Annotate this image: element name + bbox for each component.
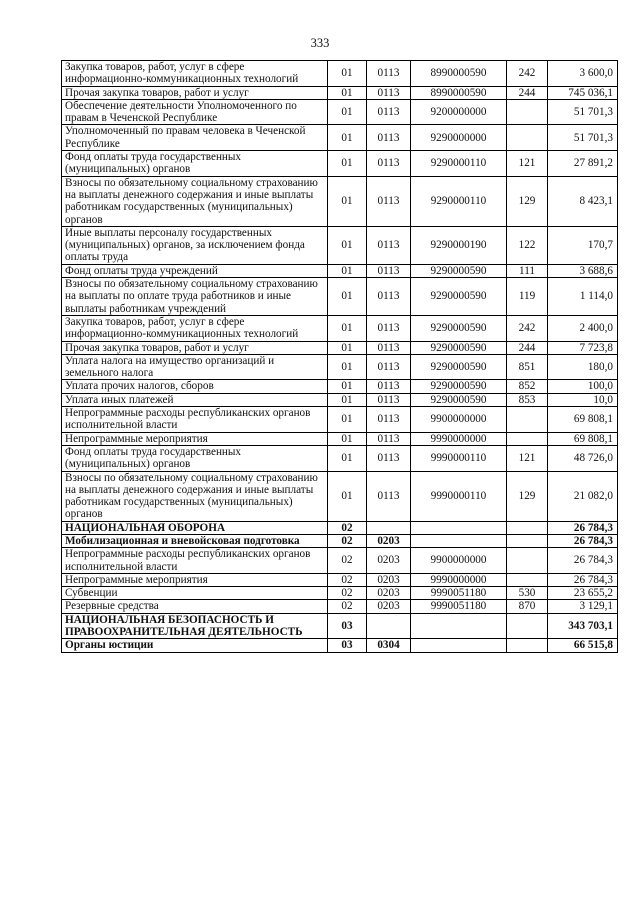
section-code: 01 (328, 393, 367, 406)
target-article-code: 9990000000 (411, 573, 507, 586)
expense-type-code: 244 (507, 86, 548, 99)
expense-name: Субвенции (62, 587, 328, 600)
subsection-code: 0113 (367, 341, 411, 354)
target-article-code: 9990051180 (411, 600, 507, 613)
expense-type-code (507, 521, 548, 534)
amount: 26 784,3 (548, 548, 618, 574)
expense-name: Прочая закупка товаров, работ и услуг (62, 86, 328, 99)
expense-type-code: 119 (507, 278, 548, 316)
expense-type-code (507, 639, 548, 652)
expense-type-code: 129 (507, 471, 548, 521)
amount: 51 701,3 (548, 125, 618, 151)
amount: 8 423,1 (548, 176, 618, 226)
target-article-code: 9290000590 (411, 278, 507, 316)
target-article-code: 9200000000 (411, 99, 507, 125)
table-row (62, 471, 618, 521)
table-row (62, 278, 618, 316)
amount: 26 784,3 (548, 573, 618, 586)
section-code: 02 (328, 573, 367, 586)
amount: 23 655,2 (548, 587, 618, 600)
expense-name: Закупка товаров, работ, услуг в сфере информационно-коммуникационных технологий (62, 61, 328, 87)
section-code: 01 (328, 226, 367, 264)
table-row (62, 354, 618, 380)
table-row (62, 521, 618, 534)
target-article-code (411, 613, 507, 639)
subsection-code: 0113 (367, 471, 411, 521)
table-row (62, 380, 618, 393)
target-article-code (411, 639, 507, 652)
expense-name: Обеспечение деятельности Уполномоченного по правам в Чеченской Республике (62, 99, 328, 125)
subsection-code: 0113 (367, 264, 411, 277)
amount: 2 400,0 (548, 315, 618, 341)
subsection-code: 0113 (367, 315, 411, 341)
table-row (62, 226, 618, 264)
section-code: 01 (328, 354, 367, 380)
expense-name: Мобилизационная и вневойсковая подготовка (62, 534, 328, 547)
subsection-code: 0113 (367, 151, 411, 177)
expense-name: Уплата налога на имущество организаций и земельного налога (62, 354, 328, 380)
expense-name: Иные выплаты персоналу государственных (муниципальных) органов, за исключением фонда оплаты труда (62, 226, 328, 264)
expense-type-code: 242 (507, 315, 548, 341)
amount: 10,0 (548, 393, 618, 406)
subsection-code: 0113 (367, 432, 411, 445)
table-row (62, 176, 618, 226)
subsection-code: 0203 (367, 534, 411, 547)
table-row (62, 125, 618, 151)
section-code: 01 (328, 380, 367, 393)
expense-name: Фонд оплаты труда государственных (муниципальных) органов (62, 445, 328, 471)
subsection-code: 0113 (367, 278, 411, 316)
expense-type-code (507, 125, 548, 151)
target-article-code: 9290000110 (411, 151, 507, 177)
expense-name: Органы юстиции (62, 639, 328, 652)
subsection-code: 0203 (367, 587, 411, 600)
expense-type-code: 129 (507, 176, 548, 226)
expense-type-code (507, 613, 548, 639)
table-row (62, 264, 618, 277)
expense-name: НАЦИОНАЛЬНАЯ ОБОРОНА (62, 521, 328, 534)
amount: 51 701,3 (548, 99, 618, 125)
expense-type-code: 852 (507, 380, 548, 393)
target-article-code: 9290000590 (411, 341, 507, 354)
expense-name: Прочая закупка товаров, работ и услуг (62, 341, 328, 354)
section-code: 01 (328, 341, 367, 354)
amount: 69 808,1 (548, 407, 618, 433)
section-code: 01 (328, 407, 367, 433)
table-row (62, 86, 618, 99)
expense-type-code: 122 (507, 226, 548, 264)
expense-name: Взносы по обязательному социальному страхованию на выплаты по оплате труда работников и иные выплаты работникам учреждений (62, 278, 328, 316)
subsection-code: 0113 (367, 86, 411, 99)
table-row (62, 432, 618, 445)
amount: 3 129,1 (548, 600, 618, 613)
section-code: 03 (328, 613, 367, 639)
expense-name: Уплата прочих налогов, сборов (62, 380, 328, 393)
section-code: 01 (328, 86, 367, 99)
subsection-code: 0113 (367, 226, 411, 264)
amount: 48 726,0 (548, 445, 618, 471)
table-row (62, 99, 618, 125)
section-code: 02 (328, 521, 367, 534)
expense-type-code: 853 (507, 393, 548, 406)
section-code: 01 (328, 432, 367, 445)
amount: 180,0 (548, 354, 618, 380)
amount: 69 808,1 (548, 432, 618, 445)
subsection-code: 0113 (367, 176, 411, 226)
expense-type-code: 870 (507, 600, 548, 613)
section-code: 01 (328, 315, 367, 341)
target-article-code: 9290000110 (411, 176, 507, 226)
section-code: 01 (328, 176, 367, 226)
subsection-code: 0113 (367, 61, 411, 87)
expense-type-code: 121 (507, 151, 548, 177)
target-article-code: 9990000000 (411, 432, 507, 445)
table-row (62, 341, 618, 354)
target-article-code: 9290000590 (411, 354, 507, 380)
amount: 1 114,0 (548, 278, 618, 316)
expense-name: Непрограммные мероприятия (62, 573, 328, 586)
subsection-code (367, 613, 411, 639)
subsection-code: 0203 (367, 600, 411, 613)
amount: 170,7 (548, 226, 618, 264)
table-row (62, 613, 618, 639)
section-code: 01 (328, 445, 367, 471)
table-row (62, 548, 618, 574)
table-row (62, 639, 618, 652)
section-code: 01 (328, 471, 367, 521)
amount: 745 036,1 (548, 86, 618, 99)
table-row (62, 534, 618, 547)
expense-name: Взносы по обязательному социальному страхованию на выплаты денежного содержания и иные выплаты работникам государственных (муниципальных) органов (62, 176, 328, 226)
expense-type-code (507, 573, 548, 586)
table-row (62, 587, 618, 600)
section-code: 01 (328, 61, 367, 87)
expense-type-code (507, 432, 548, 445)
amount: 100,0 (548, 380, 618, 393)
table-row (62, 393, 618, 406)
expense-name: Фонд оплаты труда государственных (муниципальных) органов (62, 151, 328, 177)
table-row (62, 445, 618, 471)
target-article-code: 9990000110 (411, 471, 507, 521)
subsection-code: 0203 (367, 548, 411, 574)
target-article-code: 9290000190 (411, 226, 507, 264)
target-article-code: 8990000590 (411, 86, 507, 99)
subsection-code: 0304 (367, 639, 411, 652)
table-row (62, 315, 618, 341)
target-article-code (411, 521, 507, 534)
table-row (62, 61, 618, 87)
subsection-code (367, 521, 411, 534)
table-row (62, 573, 618, 586)
section-code: 03 (328, 639, 367, 652)
amount: 26 784,3 (548, 534, 618, 547)
expense-name: Уплата иных платежей (62, 393, 328, 406)
section-code: 02 (328, 587, 367, 600)
section-code: 01 (328, 264, 367, 277)
amount: 26 784,3 (548, 521, 618, 534)
expense-name: Взносы по обязательному социальному страхованию на выплаты денежного содержания и иные выплаты работникам государственных (муниципальных) органов (62, 471, 328, 521)
subsection-code: 0113 (367, 354, 411, 380)
expense-name: Закупка товаров, работ, услуг в сфере информационно-коммуникационных технологий (62, 315, 328, 341)
section-code: 01 (328, 125, 367, 151)
section-code: 01 (328, 99, 367, 125)
table-row (62, 151, 618, 177)
expense-type-code: 121 (507, 445, 548, 471)
target-article-code: 9290000590 (411, 393, 507, 406)
expense-type-code: 530 (507, 587, 548, 600)
table-row (62, 600, 618, 613)
expense-type-code: 111 (507, 264, 548, 277)
budget-table (61, 60, 618, 653)
section-code: 02 (328, 534, 367, 547)
amount: 21 082,0 (548, 471, 618, 521)
expense-name: Непрограммные расходы республиканских органов исполнительной власти (62, 548, 328, 574)
expense-type-code (507, 534, 548, 547)
subsection-code: 0113 (367, 407, 411, 433)
expense-type-code (507, 407, 548, 433)
table-row (62, 407, 618, 433)
target-article-code: 9290000000 (411, 125, 507, 151)
page-number: 333 (310, 36, 330, 50)
amount: 343 703,1 (548, 613, 618, 639)
section-code: 02 (328, 600, 367, 613)
subsection-code: 0113 (367, 380, 411, 393)
amount: 66 515,8 (548, 639, 618, 652)
section-code: 01 (328, 278, 367, 316)
expense-name: Фонд оплаты труда учреждений (62, 264, 328, 277)
amount: 3 600,0 (548, 61, 618, 87)
expense-type-code (507, 548, 548, 574)
subsection-code: 0113 (367, 445, 411, 471)
target-article-code: 9900000000 (411, 407, 507, 433)
section-code: 01 (328, 151, 367, 177)
target-article-code: 8990000590 (411, 61, 507, 87)
expense-type-code: 244 (507, 341, 548, 354)
subsection-code: 0113 (367, 99, 411, 125)
expense-name: Резервные средства (62, 600, 328, 613)
expense-type-code: 851 (507, 354, 548, 380)
target-article-code: 9900000000 (411, 548, 507, 574)
amount: 3 688,6 (548, 264, 618, 277)
expense-type-code (507, 99, 548, 125)
expense-type-code: 242 (507, 61, 548, 87)
expense-name: НАЦИОНАЛЬНАЯ БЕЗОПАСНОСТЬ И ПРАВООХРАНИТЕЛЬНАЯ ДЕЯТЕЛЬНОСТЬ (62, 613, 328, 639)
budget-table-body (62, 61, 618, 653)
amount: 7 723,8 (548, 341, 618, 354)
target-article-code: 9290000590 (411, 264, 507, 277)
expense-name: Непрограммные мероприятия (62, 432, 328, 445)
subsection-code: 0113 (367, 393, 411, 406)
subsection-code: 0203 (367, 573, 411, 586)
expense-name: Непрограммные расходы республиканских органов исполнительной власти (62, 407, 328, 433)
target-article-code: 9990000110 (411, 445, 507, 471)
target-article-code: 9290000590 (411, 380, 507, 393)
target-article-code (411, 534, 507, 547)
target-article-code: 9990051180 (411, 587, 507, 600)
expense-name: Уполномоченный по правам человека в Чеченской Республике (62, 125, 328, 151)
subsection-code: 0113 (367, 125, 411, 151)
amount: 27 891,2 (548, 151, 618, 177)
section-code: 02 (328, 548, 367, 574)
target-article-code: 9290000590 (411, 315, 507, 341)
